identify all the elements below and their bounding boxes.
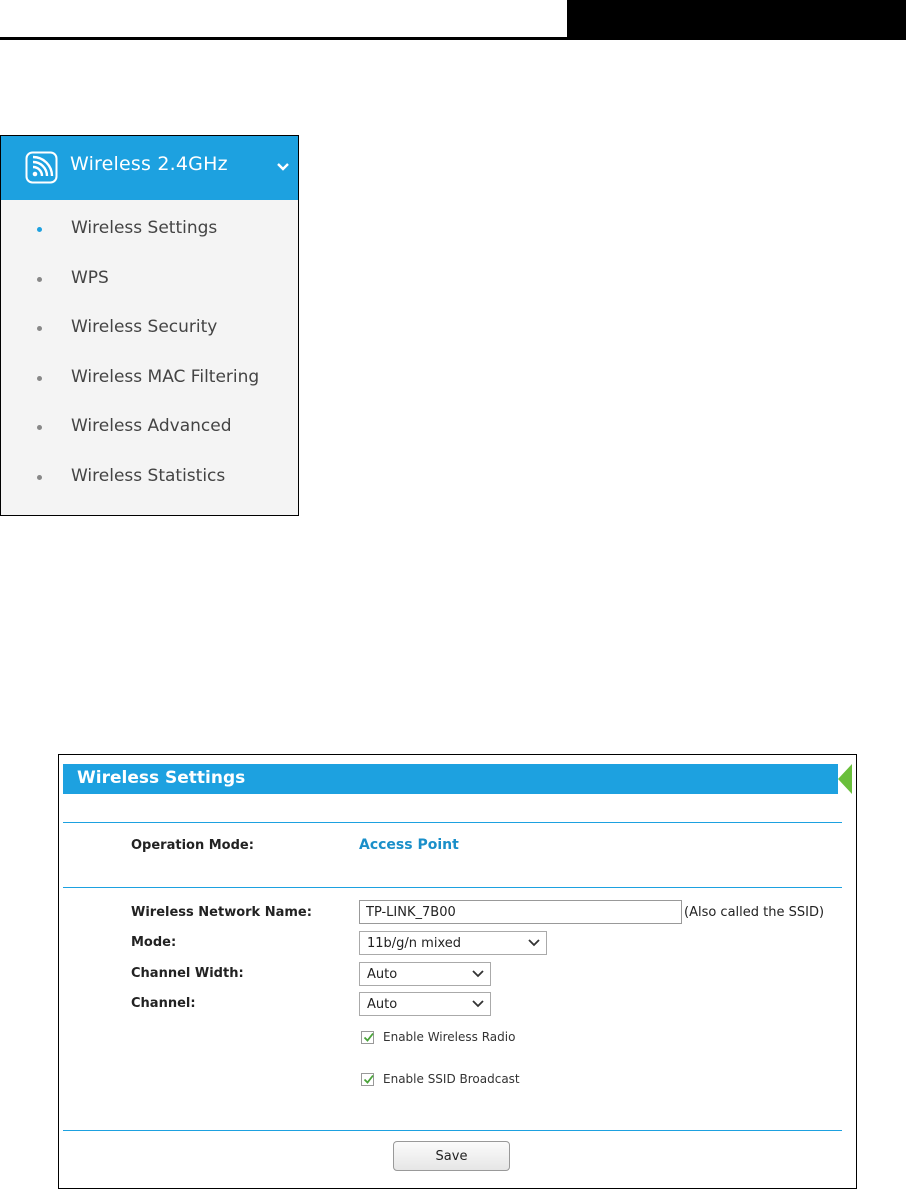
divider [63,887,842,888]
operation-mode-value: Access Point [359,837,459,853]
bullet-icon [37,277,42,282]
wifi-icon [25,151,58,184]
checkbox-checked-icon [361,1031,374,1044]
panel-header-marker [838,764,852,794]
divider [63,822,842,823]
enable-wireless-radio-label: Enable Wireless Radio [383,1030,516,1044]
menu-item-label: Wireless Security [71,317,218,337]
panel-title: Wireless Settings [77,768,246,788]
menu-item-wireless-mac-filtering[interactable] [1,363,298,393]
menu-item-label: WPS [71,268,109,288]
ssid-hint: (Also called the SSID) [684,905,825,920]
chevron-down-icon [528,938,540,948]
chevron-down-icon [472,999,484,1009]
channel-select-value: Auto [367,997,398,1012]
menu-item-wireless-statistics[interactable] [1,462,298,492]
channel-label: Channel: [131,996,196,1011]
save-button[interactable]: Save [393,1141,510,1171]
bullet-icon [37,227,42,232]
ssid-label: Wireless Network Name: [131,905,312,920]
menu-item-wps[interactable] [1,264,298,294]
mode-select[interactable] [359,931,547,955]
checkbox-checked-icon [361,1073,374,1086]
menu-item-wireless-security[interactable] [1,313,298,343]
bullet-icon [37,425,42,430]
mode-select-value: 11b/g/n mixed [367,936,461,951]
channel-width-select[interactable] [359,962,491,986]
menu-item-label: Wireless MAC Filtering [71,367,260,387]
divider [63,1130,842,1131]
panel-header [63,764,838,794]
mode-label: Mode: [131,935,177,950]
wireless-menu [0,135,299,516]
menu-title: Wireless 2.4GHz [70,153,228,175]
header-rule [0,37,906,40]
bullet-icon [37,475,42,480]
menu-item-wireless-settings[interactable] [1,214,298,244]
menu-item-label: Wireless Statistics [71,466,226,486]
bullet-icon [37,376,42,381]
menu-item-label: Wireless Settings [71,218,218,238]
channel-select[interactable] [359,992,491,1016]
menu-item-wireless-advanced[interactable] [1,412,298,442]
menu-header-wireless[interactable] [1,136,298,200]
menu-item-label: Wireless Advanced [71,416,232,436]
operation-mode-label: Operation Mode: [131,838,254,853]
wireless-settings-panel [58,754,857,1189]
enable-wireless-radio-checkbox[interactable] [361,1030,515,1044]
header-black-block [567,0,906,39]
chevron-down-icon[interactable] [276,160,290,174]
channel-width-label: Channel Width: [131,966,244,981]
chevron-down-icon [472,969,484,979]
enable-ssid-broadcast-checkbox[interactable] [361,1072,520,1086]
channel-width-select-value: Auto [367,967,398,982]
bullet-icon [37,326,42,331]
ssid-input[interactable] [359,900,682,924]
enable-ssid-broadcast-label: Enable SSID Broadcast [383,1072,520,1086]
